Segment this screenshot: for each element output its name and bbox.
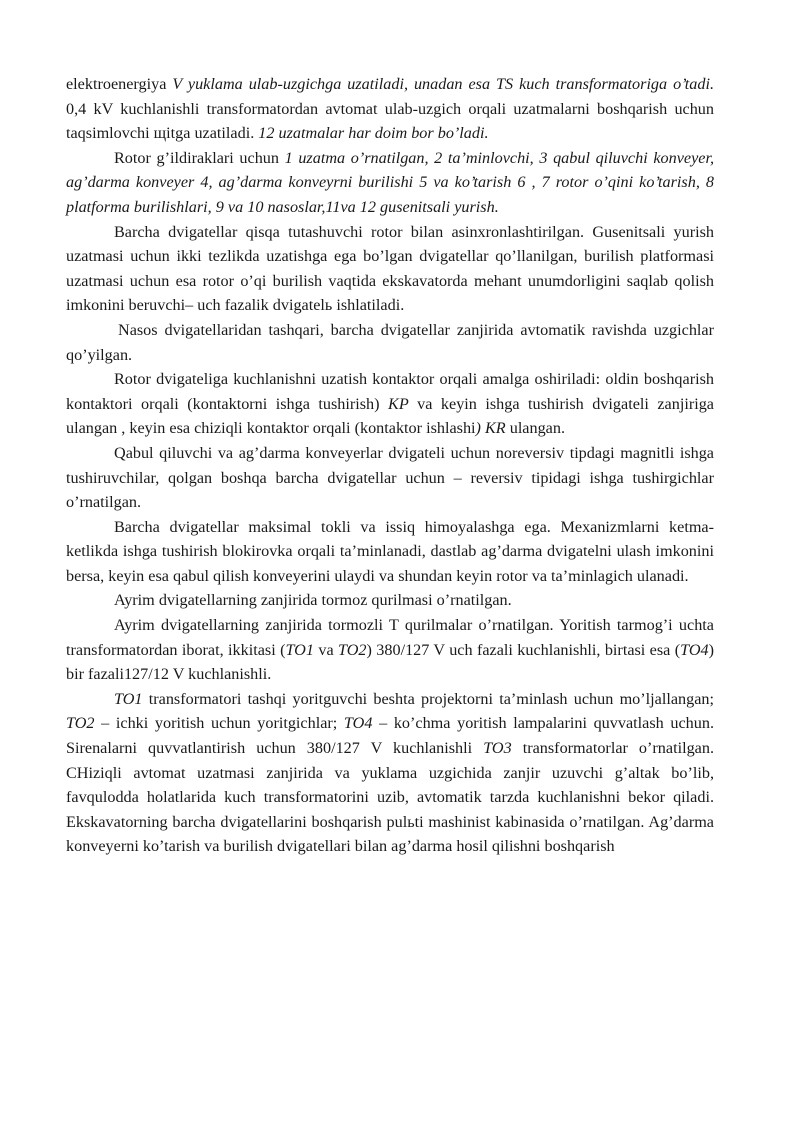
paragraph-3 xyxy=(66,220,714,318)
text-span: transformatorlar o’rnatilgan. CHiziqli avtomat uzatmasi zanjirida va yuklama uzgichida zanjir uzuvchi g’altak bo’lib, favqulodda holatlarida kuch transformatorini uzib, avtomatik tarzda kuchlanishni bekor qiladi. Ekskavatorning barcha dvigatellarini boshqarish pulьti mashinist kabinasida o’rnatilgan. Ag’darma konveyerni ko’tarish va burilish dvigatellari bilan ag’darma hosil qilishni boshqarish xyxy=(66,739,714,856)
text-span: ) 380/127 V uch fazali kuchlanishli, birtasi esa ( xyxy=(366,640,681,659)
paragraph-8 xyxy=(66,588,714,613)
paragraph-4 xyxy=(66,318,714,367)
text-span: elektroenergiya xyxy=(66,75,173,93)
text-span: va keyin ishga tushirish dvigateli zanjiriga ulangan , keyin esa chiziqli kontaktor orqali (kontaktor ishlashi xyxy=(66,394,714,438)
italic-span: 12 uzatmalar har doim bor bo’ladi. xyxy=(258,124,489,143)
italic-span: KP xyxy=(388,394,409,413)
text-span: Ayrim dvigatellarning zanjirida tormozli T qurilmalar o’rnatilgan. Yoritish tarmog’i uchta transformatordan iborat, ikkitasi ( xyxy=(66,616,714,659)
text-span: – ko’chma yoritish lampalarini quvvatlash uchun. Sirenalarni quvvatlantirish uchun 380/127 V kuchlanishli xyxy=(66,714,714,758)
text-span: – ichki yoritish uchun yoritgichlar; xyxy=(94,714,344,733)
text-span: Ayrim dvigatellarning zanjirida tormoz qurilmasi o’rnatilgan. xyxy=(114,591,512,610)
text-span: Qabul qiluvchi va ag’darma konveyerlar dvigateli uchun noreversiv tipdagi magnitli ishga tushiruvchilar, qolgan boshqa barcha dvigatellar uchun – reversiv tipidagi ishga tushirgichlar o’rnatilgan. xyxy=(66,443,714,512)
text-span: 0,4 kV kuchlanishli transformatordan avtomat ulab-uzgich orqali uzatmalarni boshqarish uchun taqsimlovchi щitga uzatiladi. xyxy=(66,99,714,143)
text-span: Barcha dvigatellar maksimal tokli va issiq himoyalashga ega. Mexanizmlarni ketma-ketlikda ishga tushirish blokirovka orqali ta’minlanadi, dastlab ag’darma dvigatelni ulash imkonini bersa, keyin esa qabul qilish konveyerini ulaydi va shundan keyin rotor va ta’minlagich ulanadi. xyxy=(66,517,714,585)
paragraph-6 xyxy=(66,441,714,515)
italic-span: ) KR xyxy=(475,419,506,438)
paragraph-10 xyxy=(66,687,714,859)
italic-span: TO1 xyxy=(114,689,143,708)
italic-span: TO2 xyxy=(66,714,95,733)
document-page xyxy=(66,72,714,859)
text-span: va xyxy=(313,640,339,659)
text-span: ulangan. xyxy=(505,419,566,438)
italic-span: TO3 xyxy=(483,739,512,758)
italic-span: V yuklama ulab-uzgichga uzatiladi, unadan esa TS kuch transformatoriga o’tadi. xyxy=(172,75,715,93)
italic-span: TO1 xyxy=(285,640,314,659)
paragraph-5 xyxy=(66,367,714,441)
italic-span: TO2 xyxy=(338,640,367,659)
text-span: Barcha dvigatellar qisqa tutashuvchi rotor bilan asinxronlashtirilgan. Gusenitsali yurish uzatmasi uchun ikki tezlikda uzatishga ega bo’lgan dvigatellar qo’llanilgan, burilish platformasi uzatmasi uchun esa rotor o’qi burilish vaqtida ekskavatorda mehant unumdorligini saqlab qolish imkonini beruvchi– uch fazalik dvigatelь ishlatiladi. xyxy=(66,222,714,315)
text-span: Rotor g’ildiraklari uchun xyxy=(114,148,285,167)
paragraph-2 xyxy=(66,146,714,220)
italic-span: TO4 xyxy=(680,640,709,659)
italic-span: 1 uzatma o’rnatilgan, 2 ta’minlovchi, 3 qabul qiluvchi konveyer, ag’darma konveyer 4, ag’darma konveyrni burilishi 5 va ko’tarish 6 , 7 rotor o’qini ko’tarish, 8 platforma burilishlari, 9 va 10 nasoslar,11va 12 gusenitsali yurish. xyxy=(66,148,714,216)
italic-span: TO4 xyxy=(343,714,373,733)
paragraph-1 xyxy=(66,72,714,146)
text-span: Rotor dvigateliga kuchlanishni uzatish kontaktor orqali amalga oshiriladi: oldin boshqarish kontaktori orqali (kontaktorni ishga tushirish) xyxy=(66,370,714,413)
text-span: transformatori tashqi yoritguvchi beshta projektorni ta’minlash uchun mo’ljallangan; xyxy=(142,689,714,708)
text-span: Nasos dvigatellaridan tashqari, barcha dvigatellar zanjirida avtomatik ravishda uzgichlar qo’yilgan. xyxy=(66,320,714,364)
paragraph-9 xyxy=(66,613,714,687)
text-span: ) bir fazali127/12 V kuchlanishli. xyxy=(66,640,715,684)
paragraph-7 xyxy=(66,515,714,589)
